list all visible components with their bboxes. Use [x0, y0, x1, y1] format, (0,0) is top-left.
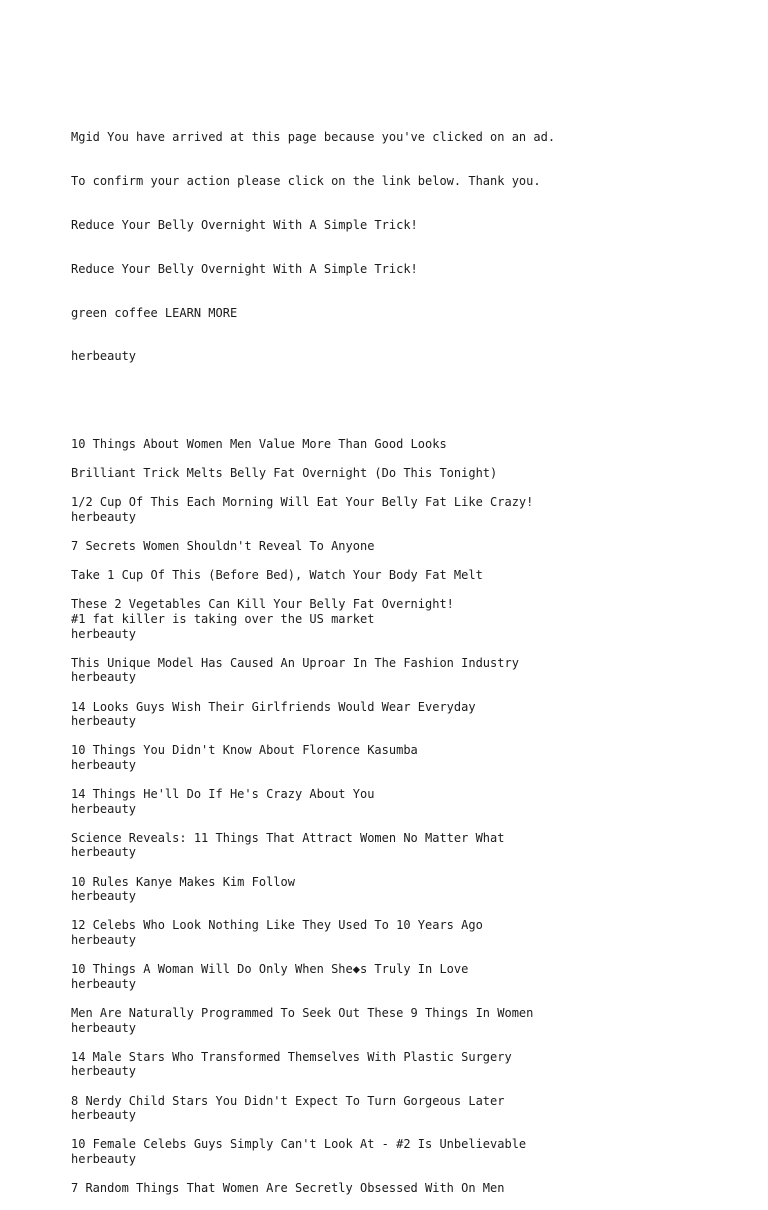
spacer [71, 554, 751, 569]
source-label: herbeauty [71, 1020, 137, 1035]
source-label: herbeauty [71, 933, 137, 948]
spacer [71, 685, 751, 700]
list-item [71, 787, 751, 816]
list-item [71, 495, 751, 524]
intro-line: To confirm your action please click on the link below. Thank you. [71, 174, 541, 189]
spacer [71, 1167, 751, 1182]
source-label: herbeauty [71, 845, 137, 860]
article-title-link[interactable]: 8 Nerdy Child Stars You Didn't Expect To Turn Gorgeous Later [71, 1093, 505, 1108]
spacer [71, 991, 751, 1006]
article-title-link[interactable]: 14 Looks Guys Wish Their Girlfriends Would Wear Everyday [71, 699, 476, 714]
source-label: herbeauty [71, 509, 137, 524]
source-label: herbeauty [71, 626, 137, 641]
list-item [71, 962, 751, 991]
list-item [71, 743, 751, 772]
list-item [71, 1137, 751, 1166]
spacer [71, 1035, 751, 1050]
spacer [71, 948, 751, 963]
list-item [71, 1006, 751, 1035]
list-item [71, 539, 751, 554]
source-label: herbeauty [71, 714, 137, 729]
source-label: herbeauty [71, 1151, 137, 1166]
article-title-link[interactable]: 10 Things About Women Men Value More Than Good Looks [71, 436, 447, 451]
list-item [71, 1094, 751, 1123]
list-item [71, 700, 751, 729]
article-title-link[interactable]: Brilliant Trick Melts Belly Fat Overnight (Do This Tonight) [71, 466, 498, 481]
spacer [71, 904, 751, 919]
article-title-link[interactable]: 10 Rules Kanye Makes Kim Follow [71, 874, 295, 889]
article-title-link[interactable]: Men Are Naturally Programmed To Seek Out These 9 Things In Women [71, 1006, 534, 1020]
article-title-link[interactable]: 1/2 Cup Of This Each Morning Will Eat Your Belly Fat Like Crazy! [71, 495, 534, 510]
source-label: herbeauty [71, 889, 137, 904]
spacer [71, 860, 751, 875]
spacer [71, 1123, 751, 1138]
list-item [71, 568, 751, 583]
article-title-link[interactable]: 10 Things A Woman Will Do Only When She◆s Truly In Love [71, 962, 469, 977]
list-item [71, 597, 751, 641]
source-label: herbeauty [71, 1108, 137, 1123]
spacer [71, 583, 751, 598]
intro-line: Mgid You have arrived at this page because you've clicked on an ad. [71, 130, 556, 145]
article-title-link[interactable]: Take 1 Cup Of This (Before Bed), Watch Your Body Fat Melt [71, 568, 483, 583]
article-title-link[interactable]: 7 Secrets Women Shouldn't Reveal To Anyone [71, 539, 375, 553]
ad-headline-link[interactable]: Reduce Your Belly Overnight With A Simple Trick! [71, 261, 418, 276]
article-title-link[interactable]: 10 Female Celebs Guys Simply Can't Look At - #2 Is Unbelievable [71, 1137, 527, 1152]
spacer [71, 641, 751, 656]
learn-more-link[interactable]: green coffee LEARN MORE [71, 305, 238, 320]
list-item [71, 875, 751, 904]
article-title-link[interactable]: 14 Male Stars Who Transformed Themselves With Plastic Surgery [71, 1049, 512, 1064]
intro-block [71, 101, 751, 393]
list-item [71, 1050, 751, 1079]
spacer [71, 451, 751, 466]
source-label: herbeauty [71, 757, 137, 772]
source-label: herbeauty [71, 670, 137, 685]
spacer [71, 729, 751, 744]
article-title-link[interactable]: This Unique Model Has Caused An Uproar In The Fashion Industry [71, 655, 519, 670]
spacer [71, 816, 751, 831]
article-title-link[interactable]: These 2 Vegetables Can Kill Your Belly Fat Overnight! [71, 597, 454, 612]
list-item [71, 466, 751, 481]
spacer [71, 422, 751, 437]
article-title-link[interactable]: 10 Things You Didn't Know About Florence Kasumba [71, 743, 418, 758]
article-list [71, 422, 751, 1195]
list-item [71, 437, 751, 452]
list-item [71, 831, 751, 860]
spacer [71, 481, 751, 496]
spacer [71, 773, 751, 788]
source-label: herbeauty [71, 349, 137, 364]
article-subtitle: #1 fat killer is taking over the US market [71, 611, 375, 626]
spacer [71, 1079, 751, 1094]
list-item [71, 1181, 751, 1196]
ad-page-text [71, 72, 751, 1210]
list-item [71, 918, 751, 947]
article-title-link[interactable]: 12 Celebs Who Look Nothing Like They Used To 10 Years Ago [71, 918, 483, 933]
article-title-link[interactable]: 14 Things He'll Do If He's Crazy About You [71, 787, 375, 802]
spacer [71, 524, 751, 539]
source-label: herbeauty [71, 1064, 137, 1079]
ad-headline-link[interactable]: Reduce Your Belly Overnight With A Simple Trick! [71, 217, 418, 232]
article-title-link[interactable]: Science Reveals: 11 Things That Attract Women No Matter What [71, 830, 505, 845]
list-item [71, 656, 751, 685]
source-label: herbeauty [71, 976, 137, 991]
article-title-link[interactable]: 7 Random Things That Women Are Secretly Obsessed With On Men [71, 1181, 505, 1196]
source-label: herbeauty [71, 801, 137, 816]
